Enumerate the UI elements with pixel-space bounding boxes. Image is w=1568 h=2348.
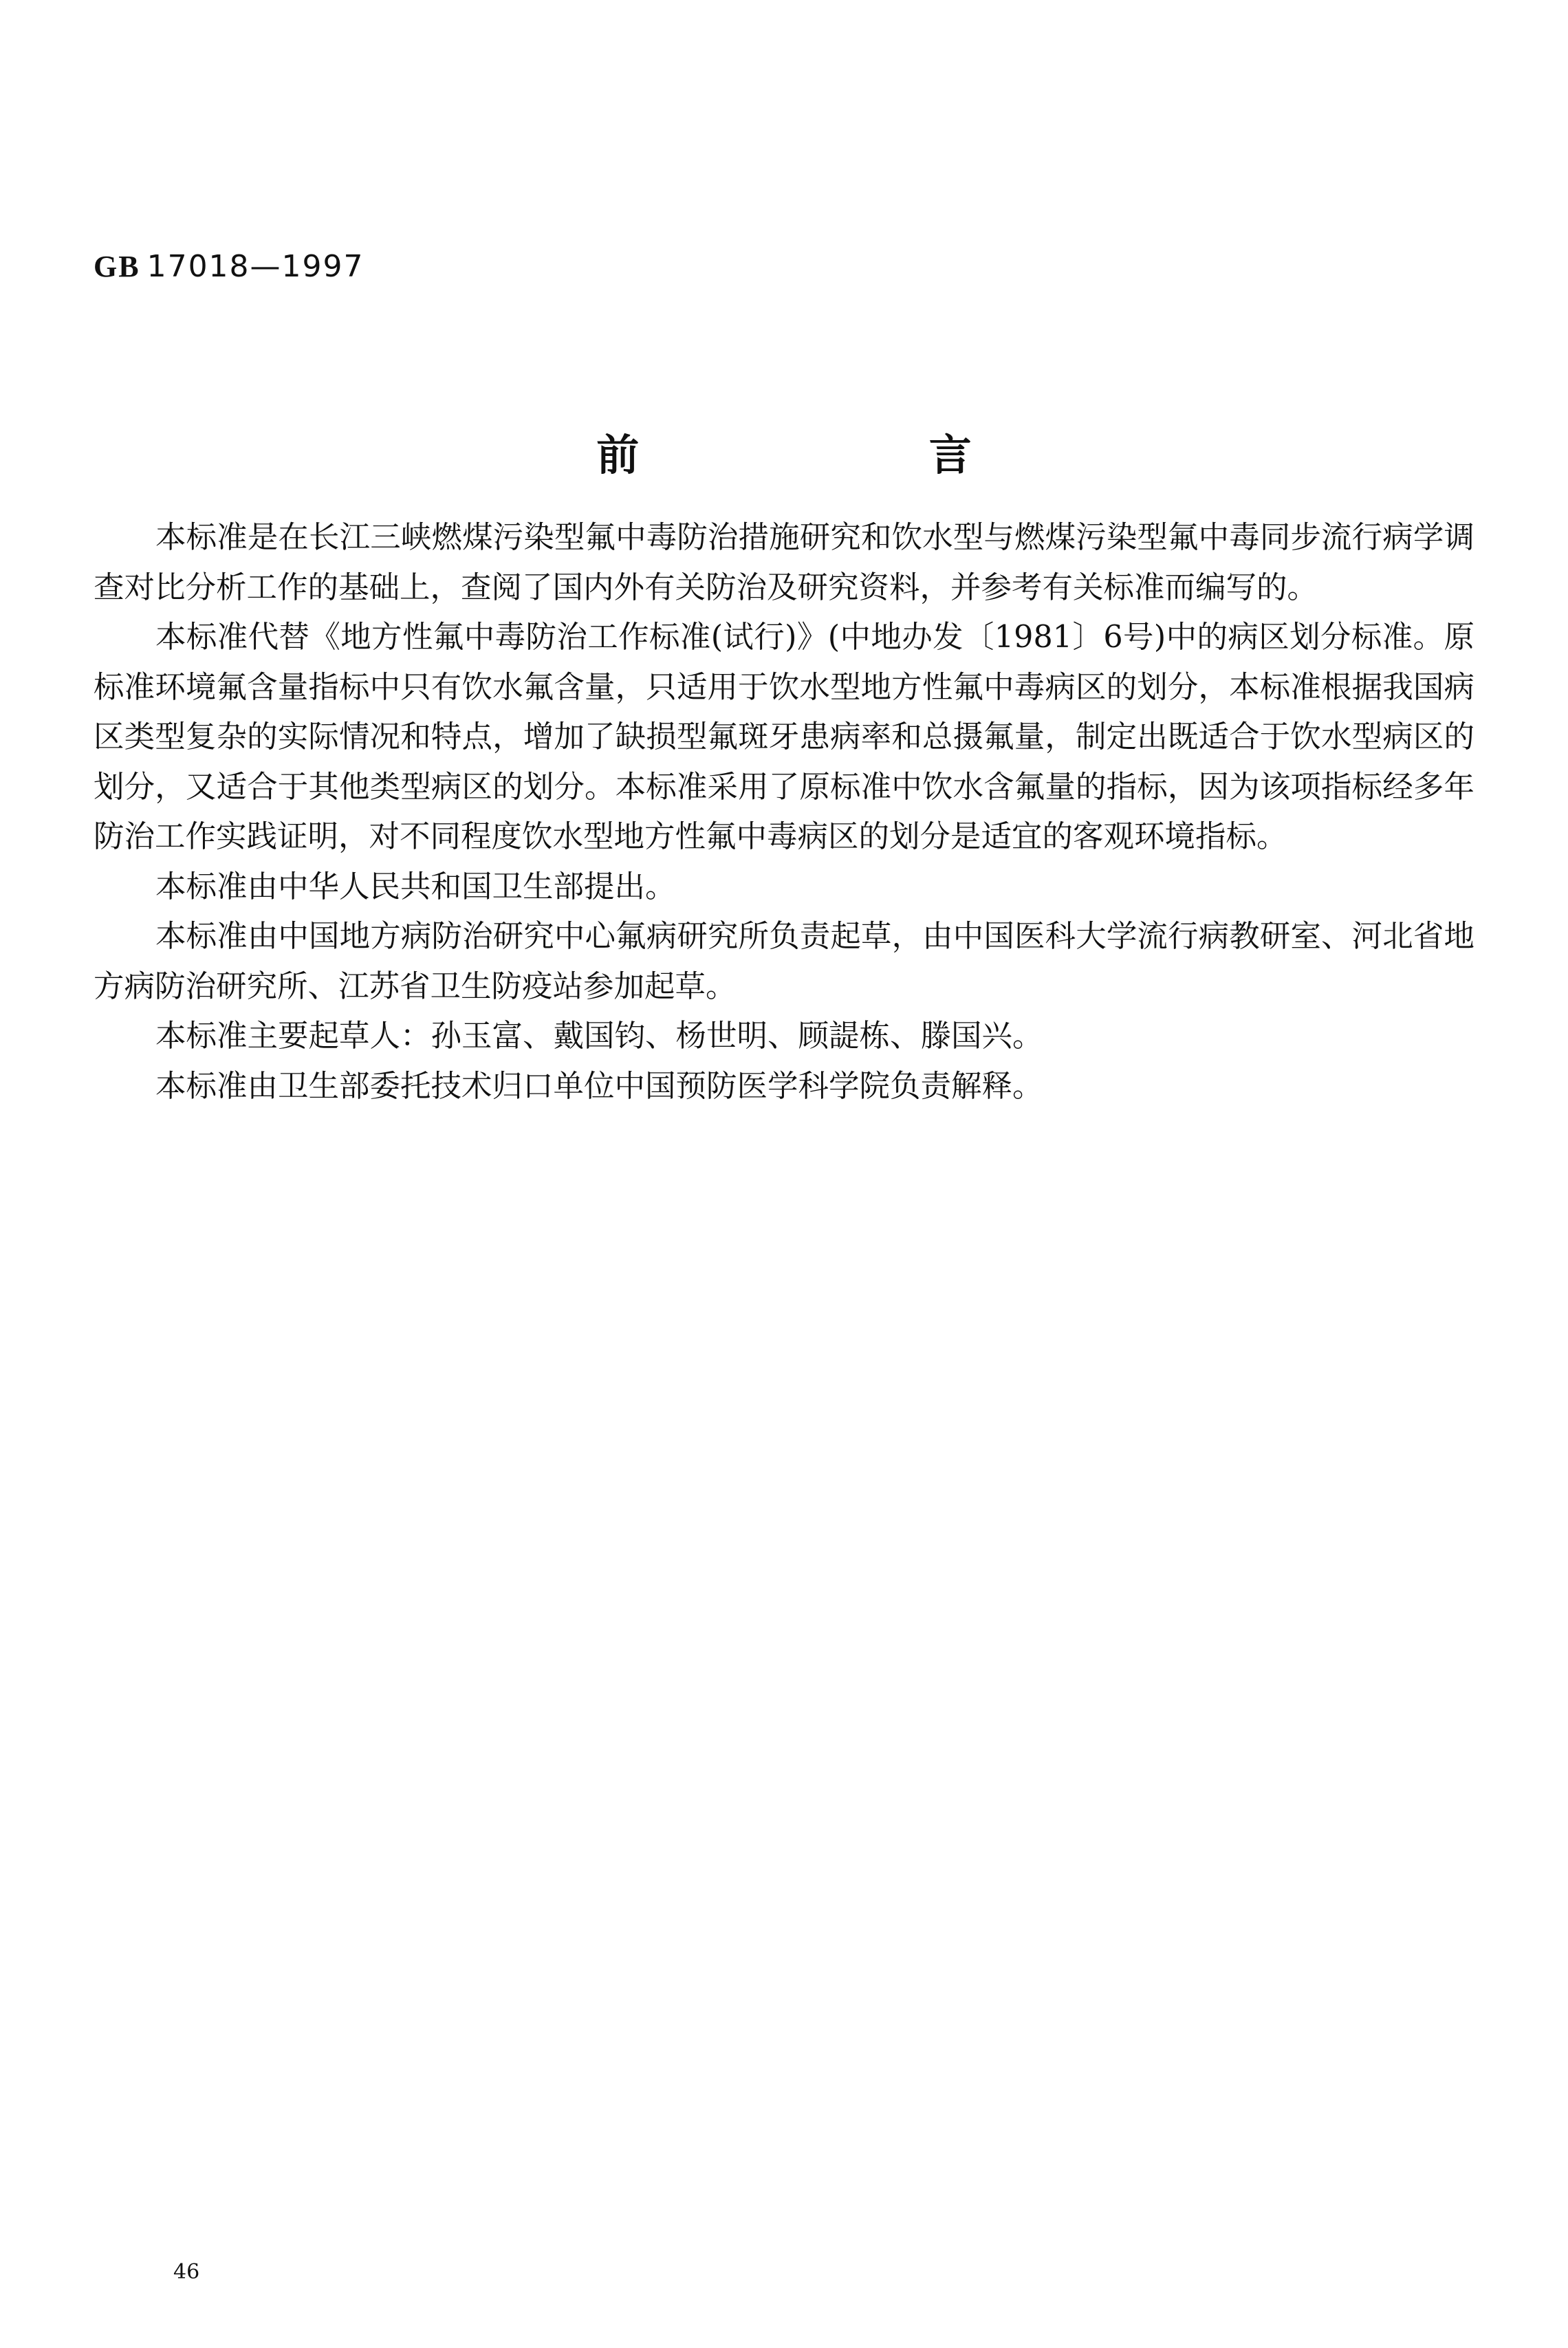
paragraph: 本标准主要起草人：孙玉富、戴国钧、杨世明、顾諟栋、滕国兴。 [155, 1019, 1043, 1054]
paragraph: 本标准由卫生部委托技术归口单位中国预防医学科学院负责解释。 [155, 1068, 1043, 1104]
page-number: 46 [173, 2260, 200, 2284]
paragraph: 本标准由中华人民共和国卫生部提出。 [155, 869, 676, 904]
standard-prefix: GB [94, 250, 140, 283]
paragraph: 本标准是在长江三峡燃煤污染型氟中毒防治措施研究和饮水型与燃煤污染型氟中毒同步流行病学调查对比分析工作的基础上，查阅了国内外有关防治及研究资料，并参考有关标准而编写的。 [94, 520, 1474, 605]
paragraph: 本标准由中国地方病防治研究中心氟病研究所负责起草，由中国医科大学流行病教研室、河北省地方病防治研究所、江苏省卫生防疫站参加起草。 [94, 919, 1474, 1004]
standard-code [94, 249, 364, 284]
standard-number: 17018—1997 [146, 249, 364, 284]
foreword-body [94, 513, 1474, 1111]
paragraph: 本标准代替《地方性氟中毒防治工作标准(试行)》(中地办发〔1981〕6号)中的病区划分标准。原标准环境氟含量指标中只有饮水氟含量，只适用于饮水型地方性氟中毒病区的划分，本标准根据我国病区类型复杂的实际情况和特点，增加了缺损型氟斑牙患病率和总摄氟量，制定出既适合于饮水型病区的划分，又适合于其他类型病区的划分。本标准采用了原标准中饮水含氟量的指标，因为该项指标经多年防治工作实践证明，对不同程度饮水型地方性氟中毒病区的划分是适宜的客观环境指标。 [94, 620, 1474, 854]
section-title: 前 言 [596, 430, 1109, 480]
